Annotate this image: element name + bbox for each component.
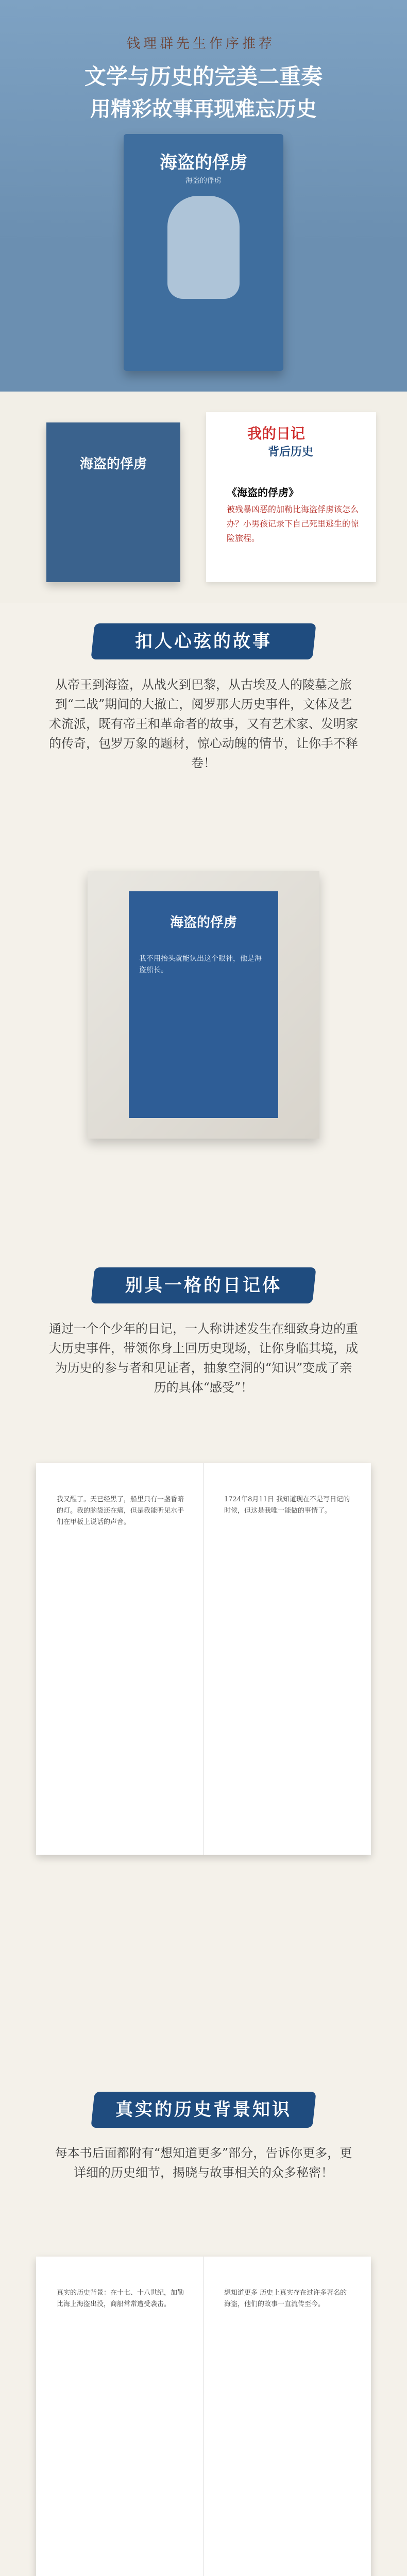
history-section: [0, 2071, 407, 2576]
spread-page-right: 想知道更多 历史上真实存在过许多著名的海盗，他们的故事一直流传至今。: [224, 2289, 347, 2308]
story-book-inner: [129, 891, 278, 1118]
story-book-title: 海盗的俘虏: [169, 915, 237, 930]
hero-title-line-1: 文学与历史的完美二重奏: [84, 64, 323, 89]
info-card: [206, 412, 376, 582]
story-book-text: 我不用抬头就能认出这个眼神，他是海盗船长。: [139, 955, 262, 974]
series-logo-top: 我的日记: [247, 425, 306, 442]
spread-page-right: 1724年8月11日 我知道现在不是写日记的时候，但这是我唯一能做的事情了。: [224, 1496, 350, 1515]
spread-page-left: 我又醒了。天已经黑了，船里只有一盏昏暗的灯。我的脑袋还在痛，但是我能听见水手们在甲板上说话的声音。: [57, 1496, 184, 1526]
hero-book-cover: [124, 134, 283, 371]
hero-book-subtitle: 海盗的俘虏: [185, 177, 222, 185]
diary-spread: [36, 1463, 371, 1855]
history-banner-text: 真实的历史背景知识: [115, 2099, 292, 2120]
diary-paragraph: 通过一个个少年的日记，一人称讲述发生在细致身边的重大历史事件，带领你身上回历史现场，让你身临其境，成为历史的参与者和见证者，抽象空洞的“知识”变成了亲历的具体“感受”！: [49, 1321, 358, 1395]
hero-figure-icon: [167, 196, 240, 299]
hero-book-title: 海盗的俘虏: [160, 152, 247, 173]
hero-top: [0, 0, 407, 242]
spread-page-left: 真实的历史背景：在十七、十八世纪，加勒比海上海盗出没，商船常常遭受袭击。: [57, 2289, 184, 2308]
history-banner: [91, 2092, 316, 2128]
hero-book-display: [46, 422, 180, 582]
series-logo-bottom: 背后历史: [268, 445, 314, 459]
story-book-photo: [88, 871, 319, 1139]
card-book-name: 《海盗的俘虏》: [227, 486, 299, 499]
history-paragraph: 每本书后面都附有“想知道更多”部分，告诉你更多，更详细的历史细节，揭晓与故事相关的众多秘密！: [55, 2146, 352, 2180]
diary-banner: [91, 1267, 316, 1303]
diary-banner-text: 别具一格的日记体: [125, 1275, 282, 1296]
card-description: 被残暴凶恶的加勒比海盗俘虏该怎么办？小男孩记录下自己死里逃生的惊险旅程。: [227, 504, 359, 543]
hero-book-display-title: 海盗的俘虏: [79, 456, 147, 472]
history-spread-1: [36, 2257, 371, 2576]
story-banner-text: 扣人心弦的故事: [135, 631, 272, 652]
hero-title-line-2: 用精彩故事再现难忘历史: [90, 97, 317, 121]
story-banner: [91, 623, 316, 659]
story-section: [0, 603, 407, 1247]
author-line: 钱理群先生作序推荐: [126, 36, 275, 52]
story-paragraph: 从帝王到海盗，从战火到巴黎，从古埃及人的陵墓之旅到“二战”期间的大撤亡，阅罗那大历史事件，文体及艺术流派，既有帝王和革命者的故事，又有艺术家、发明家的传奇，包罗万象的题材，惊心动魄的情节，让你手不释卷！: [49, 677, 358, 770]
diary-section: [0, 1247, 407, 2071]
hero-section: [0, 0, 407, 603]
hero-bottom: [0, 392, 407, 603]
